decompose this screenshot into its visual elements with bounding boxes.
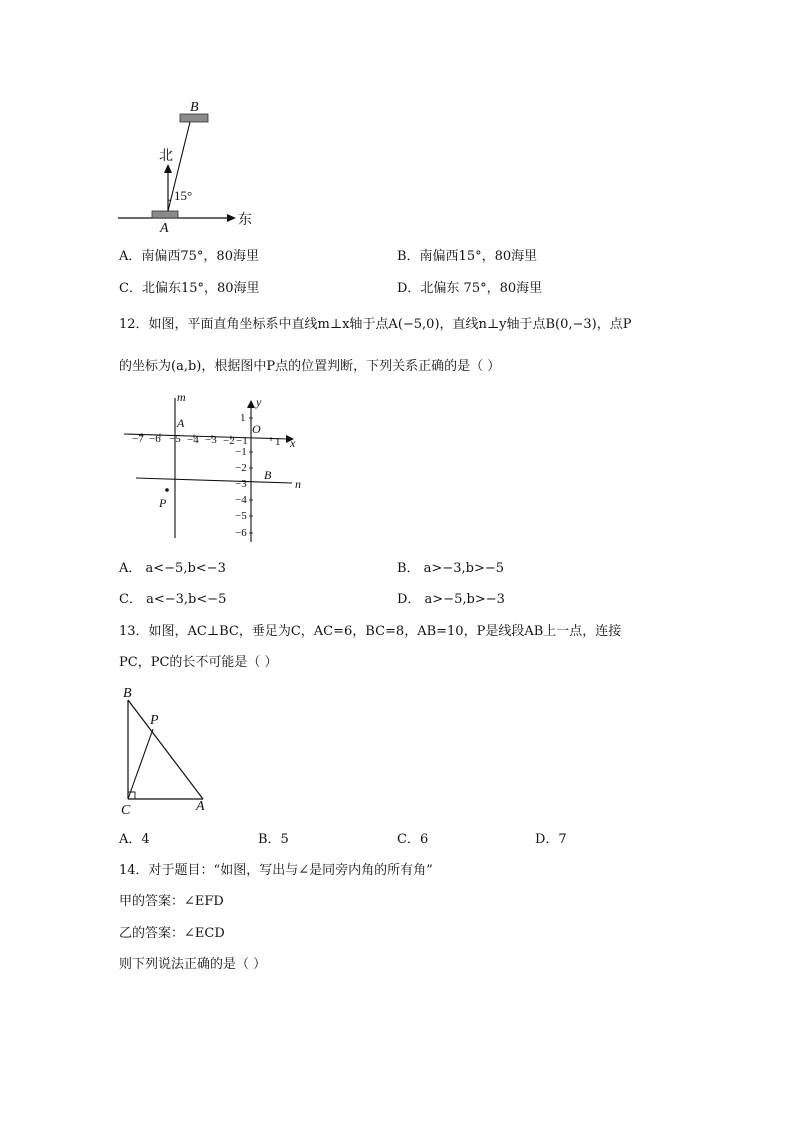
label-b: B bbox=[264, 468, 272, 482]
x-tick-label: −7 bbox=[132, 433, 144, 445]
q13-triangle-figure bbox=[115, 684, 215, 819]
q12-coordinate-figure bbox=[118, 390, 308, 545]
label-x: x bbox=[290, 436, 296, 450]
q13-stem-line1: 13．如图，AC⊥BC，垂足为C，AC=6，BC=8，AB=10，P是线段AB上一点，连接 bbox=[119, 624, 622, 639]
q14-question: 则下列说法正确的是（ ） bbox=[119, 957, 267, 972]
point-p bbox=[165, 488, 169, 492]
label-m: m bbox=[177, 390, 186, 404]
q12-stem-line2: 的坐标为(a,b)，根据图中P点的位置判断，下列关系正确的是（ ） bbox=[119, 359, 501, 374]
q12-option-b: B． a>−3,b>−5 bbox=[397, 561, 505, 576]
q13-option-a: A．4 bbox=[119, 832, 150, 847]
q12-option-c: C． a<−3,b<−5 bbox=[119, 592, 227, 607]
x-tick-label: 1 bbox=[275, 436, 281, 448]
q12-option-d: D． a>−5,b>−3 bbox=[397, 592, 505, 607]
north-label: 北 bbox=[159, 149, 173, 164]
y-arrow-icon bbox=[247, 400, 255, 408]
label-a: A bbox=[177, 416, 185, 430]
label-b: B bbox=[123, 686, 132, 701]
y-tick-label: −6 bbox=[235, 527, 247, 539]
label-y: y bbox=[256, 395, 262, 409]
angle-label: 15° bbox=[174, 188, 193, 203]
label-c: C bbox=[121, 803, 131, 818]
x-tick-label: −3 bbox=[205, 434, 217, 446]
q11-compass-figure bbox=[112, 98, 262, 238]
q13-stem-line2: PC，PC的长不可能是（ ） bbox=[119, 655, 278, 670]
q13-option-b: B．5 bbox=[258, 832, 289, 847]
side-ab bbox=[128, 700, 203, 799]
x-tick-label: −5 bbox=[169, 433, 181, 445]
label-a: A bbox=[196, 799, 205, 814]
east-arrow-icon bbox=[227, 214, 236, 222]
q12-stem-line1: 12．如图，平面直角坐标系中直线m⊥x轴于点A(−5,0)，直线n⊥y轴于点B(0,−3)，点P bbox=[119, 317, 632, 332]
y-tick-label: −5 bbox=[235, 510, 247, 522]
x-tick-label: −6 bbox=[149, 433, 161, 445]
label-o: O bbox=[252, 422, 261, 436]
label-b: B bbox=[190, 100, 199, 115]
y-tick-label: 1 bbox=[240, 412, 246, 424]
label-a: A bbox=[160, 221, 169, 236]
y-tick-label: −4 bbox=[235, 494, 247, 506]
x-tick-label: −2 bbox=[223, 435, 235, 447]
q13-option-d: D．7 bbox=[535, 832, 567, 847]
dock-a bbox=[152, 211, 178, 218]
segment-pc bbox=[128, 729, 153, 799]
label-n: n bbox=[295, 477, 301, 491]
label-p: P bbox=[159, 496, 167, 510]
q12-option-a: A． a<−5,b<−3 bbox=[119, 561, 226, 576]
x-tick-label: −4 bbox=[187, 434, 199, 446]
label-p: P bbox=[150, 713, 159, 728]
north-arrow-icon bbox=[164, 164, 172, 173]
dock-b bbox=[180, 114, 208, 122]
q11-option-d: D．北偏东 75°，80海里 bbox=[397, 281, 543, 296]
q13-option-c: C．6 bbox=[397, 832, 429, 847]
q14-answer-yi: 乙的答案：∠ECD bbox=[119, 926, 225, 941]
x-tick-label: −1 bbox=[236, 435, 248, 447]
q11-option-a: A．南偏西75°，80海里 bbox=[119, 249, 259, 264]
q14-answer-jia: 甲的答案：∠EFD bbox=[119, 894, 224, 909]
y-tick-label: −2 bbox=[235, 462, 247, 474]
q11-option-b: B．南偏西15°，80海里 bbox=[397, 249, 538, 264]
east-label: 东 bbox=[238, 213, 252, 228]
y-tick-label: −3 bbox=[235, 478, 247, 490]
q14-stem: 14．对于题目：“如图，写出与∠是同旁内角的所有角” bbox=[119, 863, 433, 878]
y-tick-label: −1 bbox=[235, 446, 247, 458]
q11-option-c: C．北偏东15°，80海里 bbox=[119, 281, 260, 296]
